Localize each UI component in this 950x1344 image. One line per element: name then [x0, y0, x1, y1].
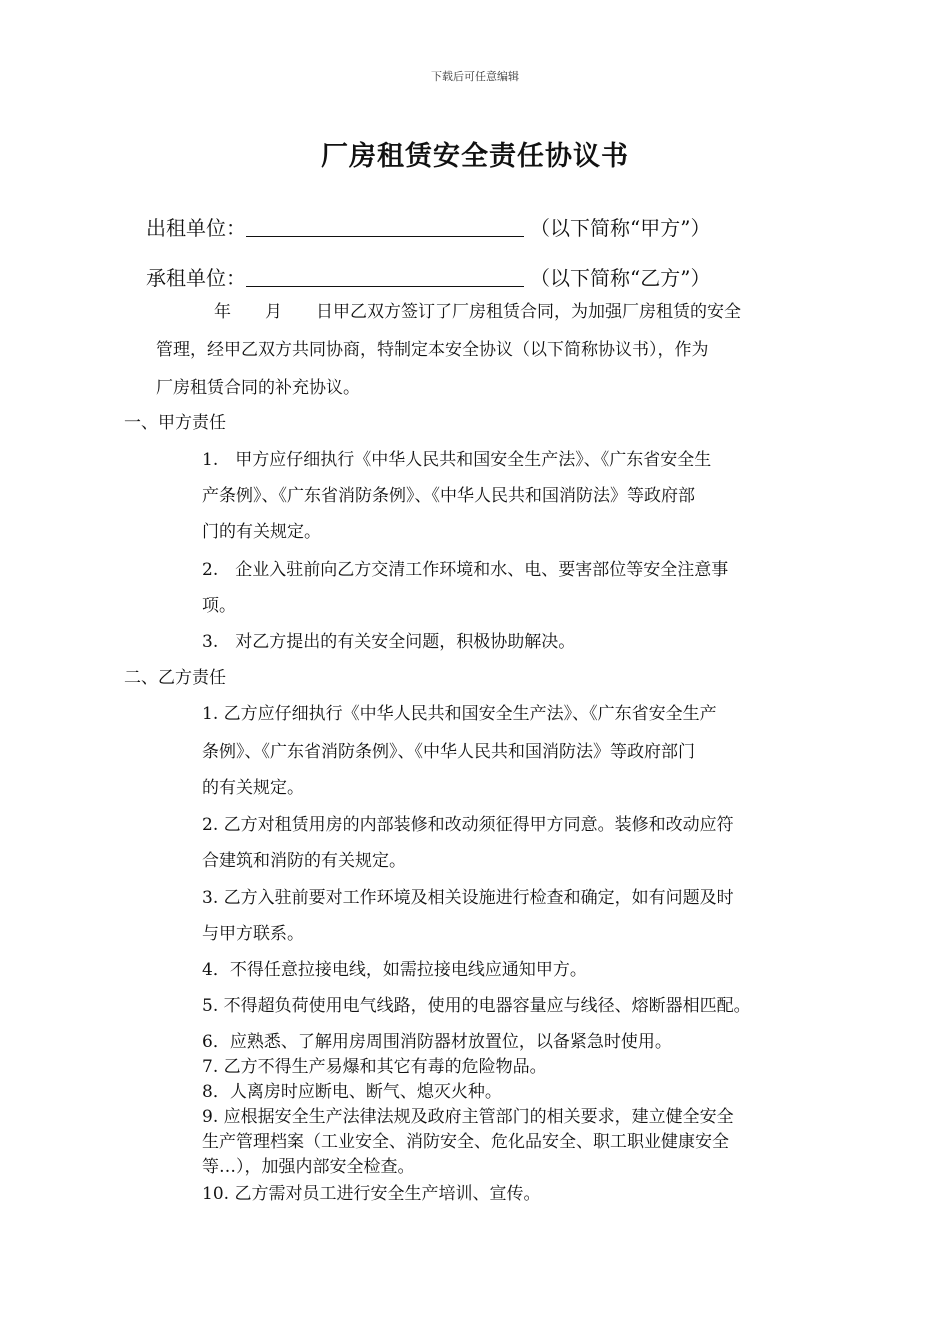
section2-item9-line1: 9. 应根据安全生产法律法规及政府主管部门的相关要求，建立健全安全	[202, 1107, 734, 1127]
section2-item7-line1: 7. 乙方不得生产易爆和其它有毒的危险物品。	[202, 1057, 547, 1077]
section2-item10-line1: 10. 乙方需对员工进行安全生产培训、宣传。	[202, 1184, 541, 1204]
section2-item3-line1: 3. 乙方入驻前要对工作环境及相关设施进行检查和确定，如有问题及时	[202, 888, 734, 908]
lessee-line	[146, 262, 710, 291]
lessee-blank-field[interactable]	[246, 264, 524, 287]
lessor-blank-field[interactable]	[246, 214, 524, 237]
section1-item3-line1: 3. 对乙方提出的有关安全问题，积极协助解决。	[202, 632, 576, 652]
section1-item2-line1: 2. 企业入驻前向乙方交清工作环境和水、电、要害部位等安全注意事	[202, 560, 729, 580]
intro-line-3: 厂房租赁合同的补充协议。	[156, 378, 360, 398]
section2-item9-line3: 等…），加强内部安全检查。	[202, 1157, 415, 1177]
header-note: 下载后可任意编辑	[431, 70, 519, 83]
section2-item1-line2: 条例》、《广东省消防条例》、《中华人民共和国消防法》等政府部门	[202, 742, 695, 762]
section2-item5-line1: 5. 不得超负荷使用电气线路，使用的电器容量应与线径、熔断器相匹配。	[202, 996, 751, 1016]
section1-item1-line1: 1. 甲方应仔细执行《中华人民共和国安全生产法》、《广东省安全生	[202, 450, 712, 470]
lessee-alias: （以下简称“乙方”）	[530, 266, 711, 290]
section2-heading: 二、乙方责任	[124, 668, 226, 688]
section2-item1-line3: 的有关规定。	[202, 778, 304, 798]
section1-item1-line2: 产条例》、《广东省消防条例》、《中华人民共和国消防法》等政府部	[202, 486, 695, 506]
section2-item6-line1: 6．应熟悉、了解用房周围消防器材放置位，以备紧急时使用。	[202, 1032, 672, 1052]
section2-item3-line2: 与甲方联系。	[202, 924, 304, 944]
section2-item4-line1: 4．不得任意拉接电线，如需拉接电线应通知甲方。	[202, 960, 587, 980]
section2-item1-line1: 1. 乙方应仔细执行《中华人民共和国安全生产法》、《广东省安全生产	[202, 704, 717, 724]
lessor-label: 出租单位：	[146, 216, 246, 240]
section1-item1-line3: 门的有关规定。	[202, 522, 321, 542]
section2-item2-line2: 合建筑和消防的有关规定。	[202, 851, 406, 871]
intro-line-1: 年 月 日甲乙双方签订了厂房租赁合同，为加强厂房租赁的安全	[214, 302, 741, 322]
intro-line-2: 管理，经甲乙双方共同协商，特制定本安全协议（以下简称协议书），作为	[156, 340, 709, 360]
section2-item9-line2: 生产管理档案（工业安全、消防安全、危化品安全、职工职业健康安全	[202, 1132, 729, 1152]
section1-heading: 一、甲方责任	[124, 413, 226, 433]
document-title: 厂房租赁安全责任协议书	[321, 141, 629, 172]
lessee-label: 承租单位：	[146, 266, 246, 290]
lessor-line	[146, 212, 710, 241]
section2-item2-line1: 2. 乙方对租赁用房的内部装修和改动须征得甲方同意。装修和改动应符	[202, 815, 734, 835]
lessor-alias: （以下简称“甲方”）	[530, 216, 711, 240]
section2-item8-line1: 8．人离房时应断电、断气、熄灭火种。	[202, 1082, 502, 1102]
section1-item2-line2: 项。	[202, 596, 236, 616]
